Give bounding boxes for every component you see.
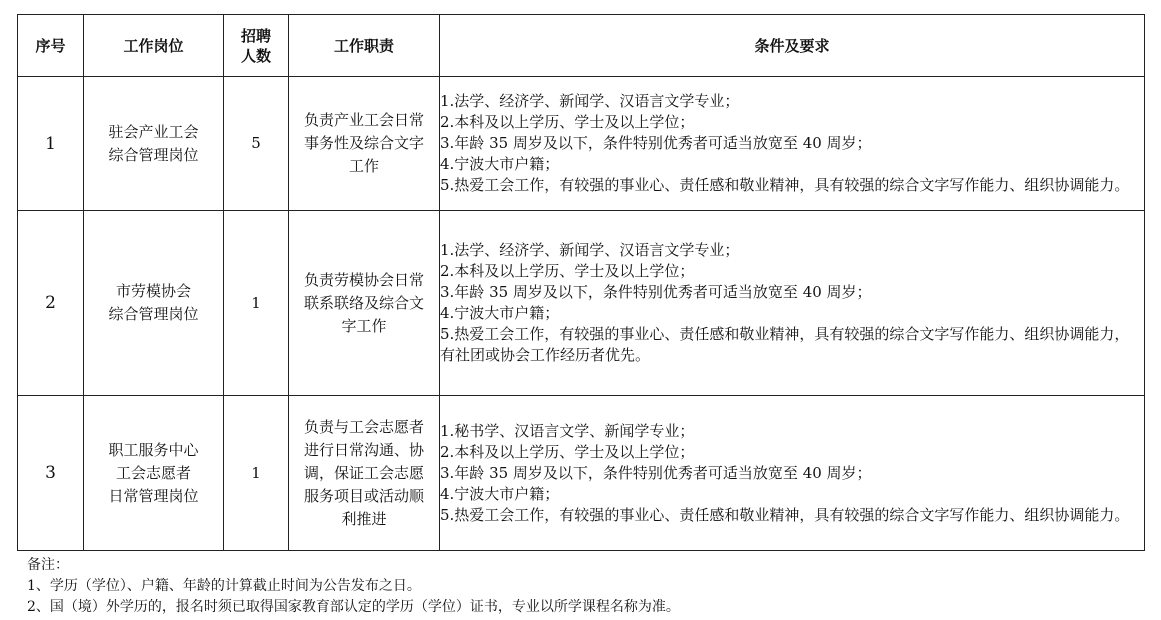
header-requirements: 条件及要求 [440, 15, 1145, 77]
notes-section [27, 555, 680, 618]
headcount-cell: 1 [224, 211, 289, 396]
duty-line: 联系联络及综合文 [303, 293, 424, 312]
duty-line: 负责劳模协会日常 [303, 270, 424, 289]
position-line: 日常管理岗位 [108, 486, 199, 505]
requirement-item: 1.秘书学、汉语言文学、新闻学专业； [440, 421, 695, 440]
note-item: 1、学历（学位）、户籍、年龄的计算截止时间为公告发布之日。 [27, 578, 421, 594]
position-line: 驻会产业工会 [108, 122, 199, 141]
position-cell [84, 77, 224, 211]
requirements-cell [440, 211, 1145, 396]
requirement-item: 1.法学、经济学、新闻学、汉语言文学专业； [440, 241, 740, 259]
header-count-line1: 招聘 [240, 26, 271, 45]
notes-title: 备注： [27, 557, 69, 573]
requirement-item: 2.本科及以上学历、学士及以上学位； [440, 113, 695, 131]
duty-line: 事务性及综合文字 [303, 134, 424, 152]
requirement-item: 3.年龄 35 周岁及以下，条件特别优秀者可适当放宽至 40 周岁； [440, 283, 872, 301]
table-row [18, 211, 1145, 396]
requirement-item: 5.热爱工会工作，有较强的事业心、责任感和敬业精神，具有较强的综合文字写作能力、组织协调能力。 [440, 505, 1130, 524]
position-cell [84, 211, 224, 396]
duty-line: 服务项目或活动顺 [303, 486, 424, 505]
header-count [224, 15, 289, 77]
requirement-item: 5.热爱工会工作，有较强的事业心、责任感和敬业精神，具有较强的综合文字写作能力、组织协调能力。 [440, 176, 1130, 194]
position-line: 市劳模协会 [115, 282, 191, 300]
note-item: 2、国（境）外学历的，报名时须已取得国家教育部认定的学历（学位）证书，专业以所学课程名称为准。 [27, 599, 680, 615]
row-number: 1 [18, 77, 84, 211]
requirement-item: 5.热爱工会工作，有较强的事业心、责任感和敬业精神，具有较强的综合文字写作能力、组织协调能力，有社团或协会工作经历者优先。 [440, 325, 1130, 364]
requirement-item: 3.年龄 35 周岁及以下，条件特别优秀者可适当放宽至 40 周岁； [440, 463, 872, 482]
table-header-row [18, 15, 1145, 77]
requirements-cell [440, 77, 1145, 211]
requirement-item: 4.宁波大市户籍； [440, 155, 560, 173]
duty-line: 进行日常沟通、协 [303, 440, 424, 459]
header-count-line2: 人数 [240, 46, 271, 65]
duty-line: 利推进 [341, 509, 387, 528]
requirement-item: 3.年龄 35 周岁及以下，条件特别优秀者可适当放宽至 40 周岁； [440, 134, 872, 152]
duty-cell [289, 396, 440, 551]
requirement-item: 1.法学、经济学、新闻学、汉语言文学专业； [440, 92, 740, 110]
requirement-item: 4.宁波大市户籍； [440, 304, 560, 322]
table-row [18, 396, 1145, 551]
duty-line: 调，保证工会志愿 [303, 463, 424, 482]
header-no: 序号 [18, 15, 84, 77]
duty-cell [289, 211, 440, 396]
requirements-cell [440, 396, 1145, 551]
position-line: 综合管理岗位 [108, 145, 199, 164]
header-position: 工作岗位 [84, 15, 224, 77]
headcount-cell: 5 [224, 77, 289, 211]
duty-line: 字工作 [341, 316, 387, 335]
duty-line: 负责产业工会日常 [303, 111, 424, 129]
duty-line: 工作 [348, 157, 379, 175]
duty-cell [289, 77, 440, 211]
row-number: 3 [18, 396, 84, 551]
headcount-cell: 1 [224, 396, 289, 551]
row-number: 2 [18, 211, 84, 396]
requirement-item: 4.宁波大市户籍； [440, 484, 560, 503]
position-line: 工会志愿者 [115, 463, 191, 482]
table-row [18, 77, 1145, 211]
header-duty: 工作职责 [289, 15, 440, 77]
position-cell [84, 396, 224, 551]
recruitment-table [17, 14, 1145, 551]
position-line: 综合管理岗位 [108, 305, 199, 323]
requirement-item: 2.本科及以上学历、学士及以上学位； [440, 262, 695, 280]
position-line: 职工服务中心 [108, 440, 199, 459]
requirement-item: 2.本科及以上学历、学士及以上学位； [440, 442, 695, 461]
duty-line: 负责与工会志愿者 [303, 417, 424, 436]
